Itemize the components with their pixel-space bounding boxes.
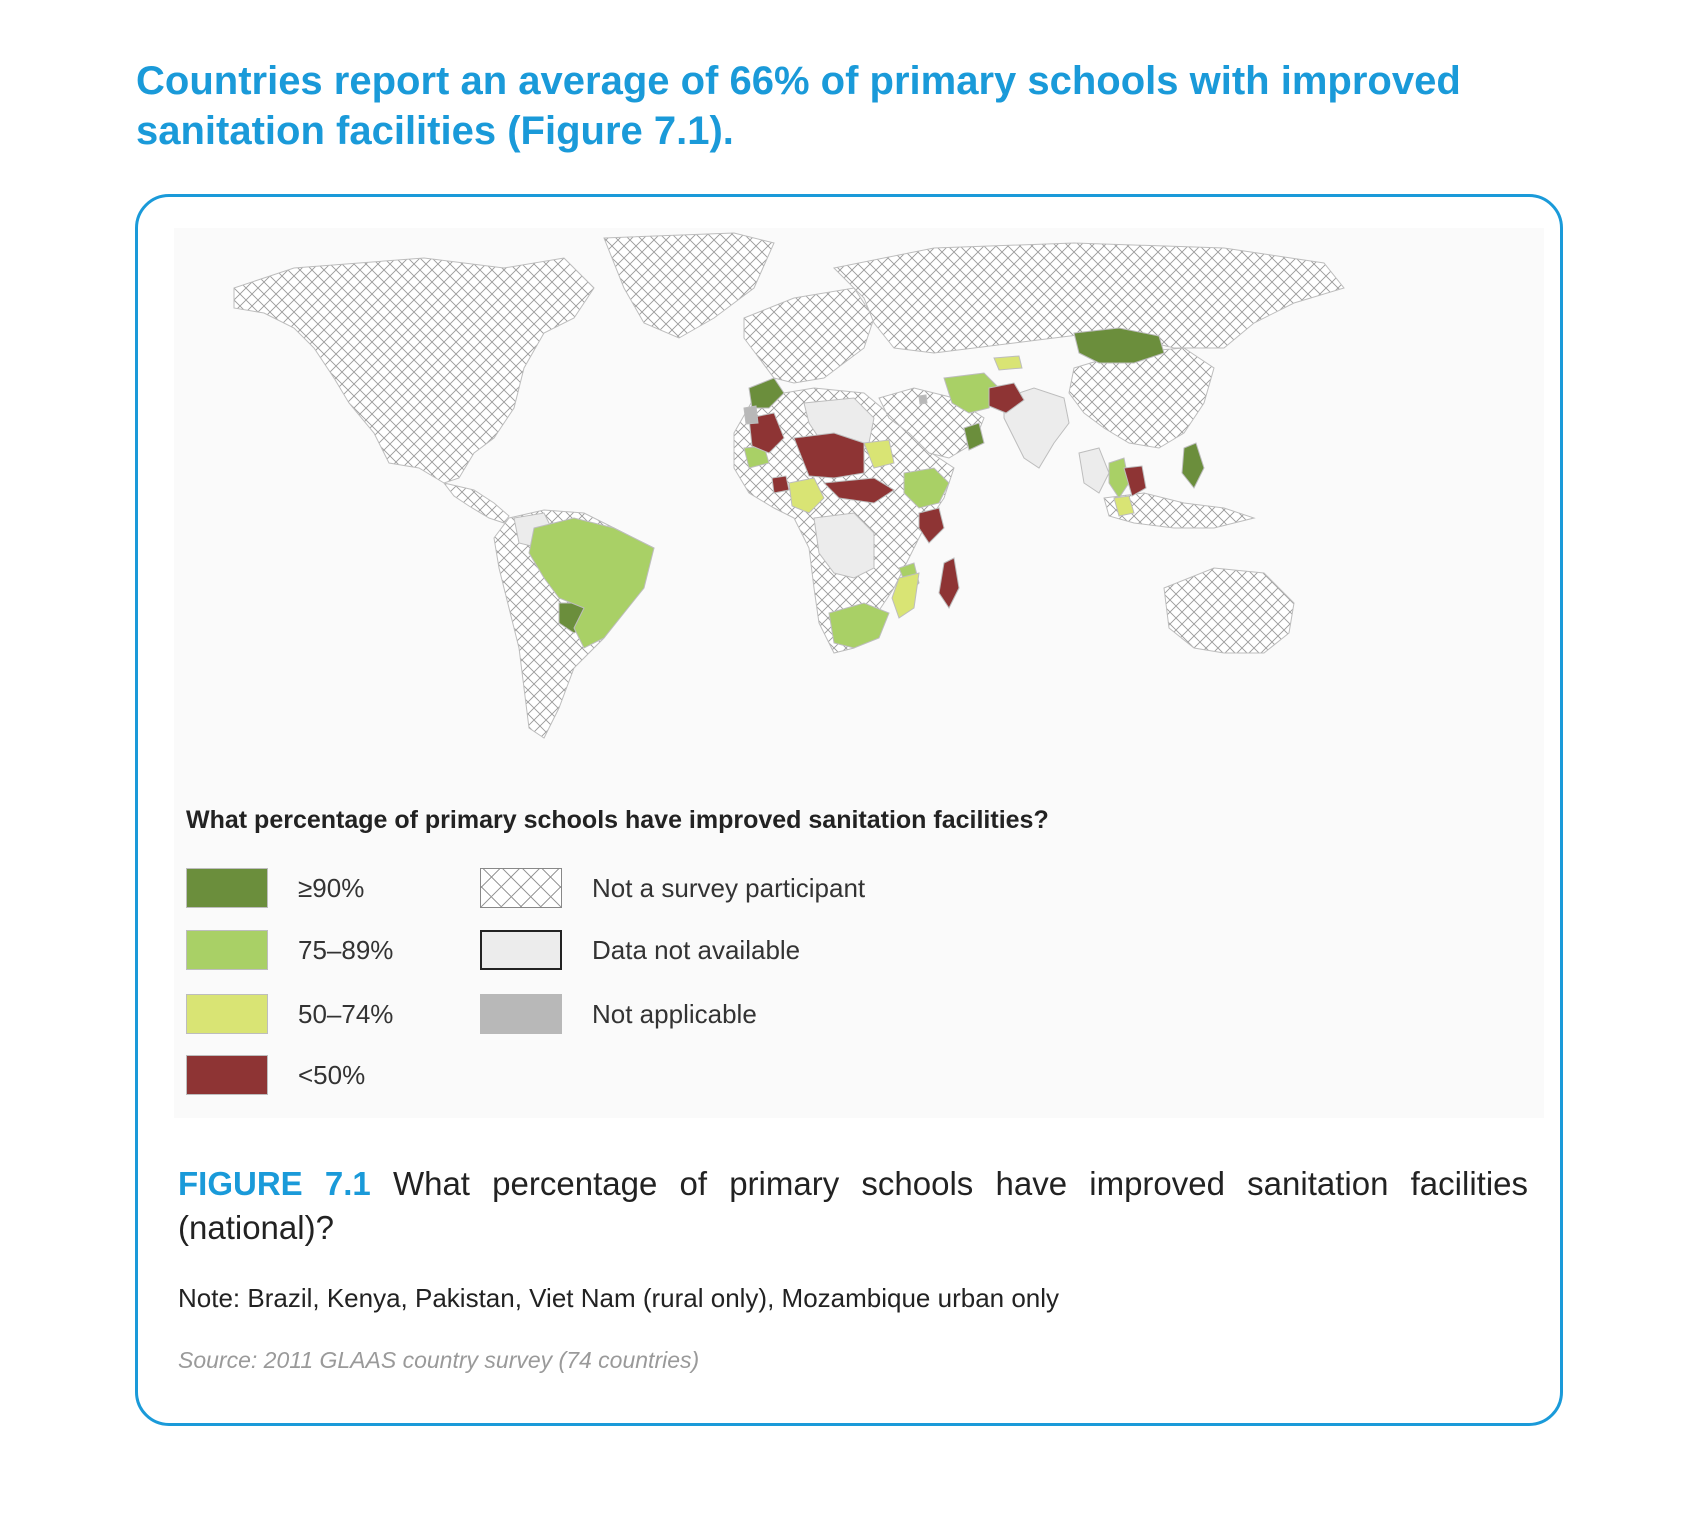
north-america-region [234, 258, 594, 483]
figure-caption-text: What percentage of primary schools have improved sanitation facilities (national)? [178, 1165, 1529, 1246]
legend-label-50-74: 50–74% [298, 998, 394, 1029]
legend-item-50-74 [186, 994, 393, 1034]
central-america-region [444, 483, 509, 523]
legend-swatch-50-74 [186, 994, 268, 1034]
legend-item-not-participant [480, 868, 865, 908]
palestine-region [919, 395, 927, 404]
philippines-region [1182, 443, 1204, 488]
figure-label: FIGURE 7.1 [178, 1165, 371, 1202]
madagascar-region [939, 558, 959, 608]
legend-swatch-data-not-available [480, 930, 562, 970]
western-sahara-region [744, 406, 758, 424]
legend-label-not-participant: Not a survey participant [592, 872, 866, 903]
figure-source: Source: 2011 GLAAS country survey (74 countries) [178, 1347, 700, 1373]
legend-label-ge90: ≥90% [298, 872, 365, 903]
southeast-asia-region [1079, 448, 1109, 493]
legend-item-not-applicable [480, 994, 757, 1034]
figure-note: Note: Brazil, Kenya, Pakistan, Viet Nam (rural only), Mozambique urban only [178, 1283, 1060, 1313]
figure-caption [178, 1162, 1528, 1250]
legend-swatch-not-participant [480, 868, 562, 908]
legend-label-not-applicable: Not applicable [592, 998, 757, 1029]
australia-region [1164, 568, 1294, 653]
legend-item-75-89 [186, 930, 393, 970]
legend-swatch-not-applicable [480, 994, 562, 1034]
tajikistan-region [994, 356, 1022, 370]
legend-swatch-ge90 [186, 868, 268, 908]
legend-item-ge90 [186, 868, 364, 908]
legend-item-data-not-available [480, 930, 800, 970]
thailand-region [1109, 458, 1129, 498]
china-region [1069, 348, 1214, 448]
legend-item-lt50 [186, 1055, 365, 1095]
legend-label-lt50: <50% [298, 1059, 366, 1090]
legend-label-75-89: 75–89% [298, 934, 394, 965]
europe-region [744, 288, 874, 383]
laos-cambodia-region [1124, 466, 1146, 496]
legend-label-data-not-available: Data not available [592, 934, 801, 965]
somalia-kenya-region [919, 508, 944, 543]
legend-title: What percentage of primary schools have improved sanitation facilities? [186, 806, 1049, 834]
west-africa-lt50-region [772, 476, 789, 493]
headline: Countries report an average of 66% of primary schools with improved sanitation facilities (Figure 7.1). [136, 59, 1461, 153]
world-map [174, 228, 1544, 788]
legend-swatch-lt50 [186, 1055, 268, 1095]
legend-swatch-75-89 [186, 930, 268, 970]
